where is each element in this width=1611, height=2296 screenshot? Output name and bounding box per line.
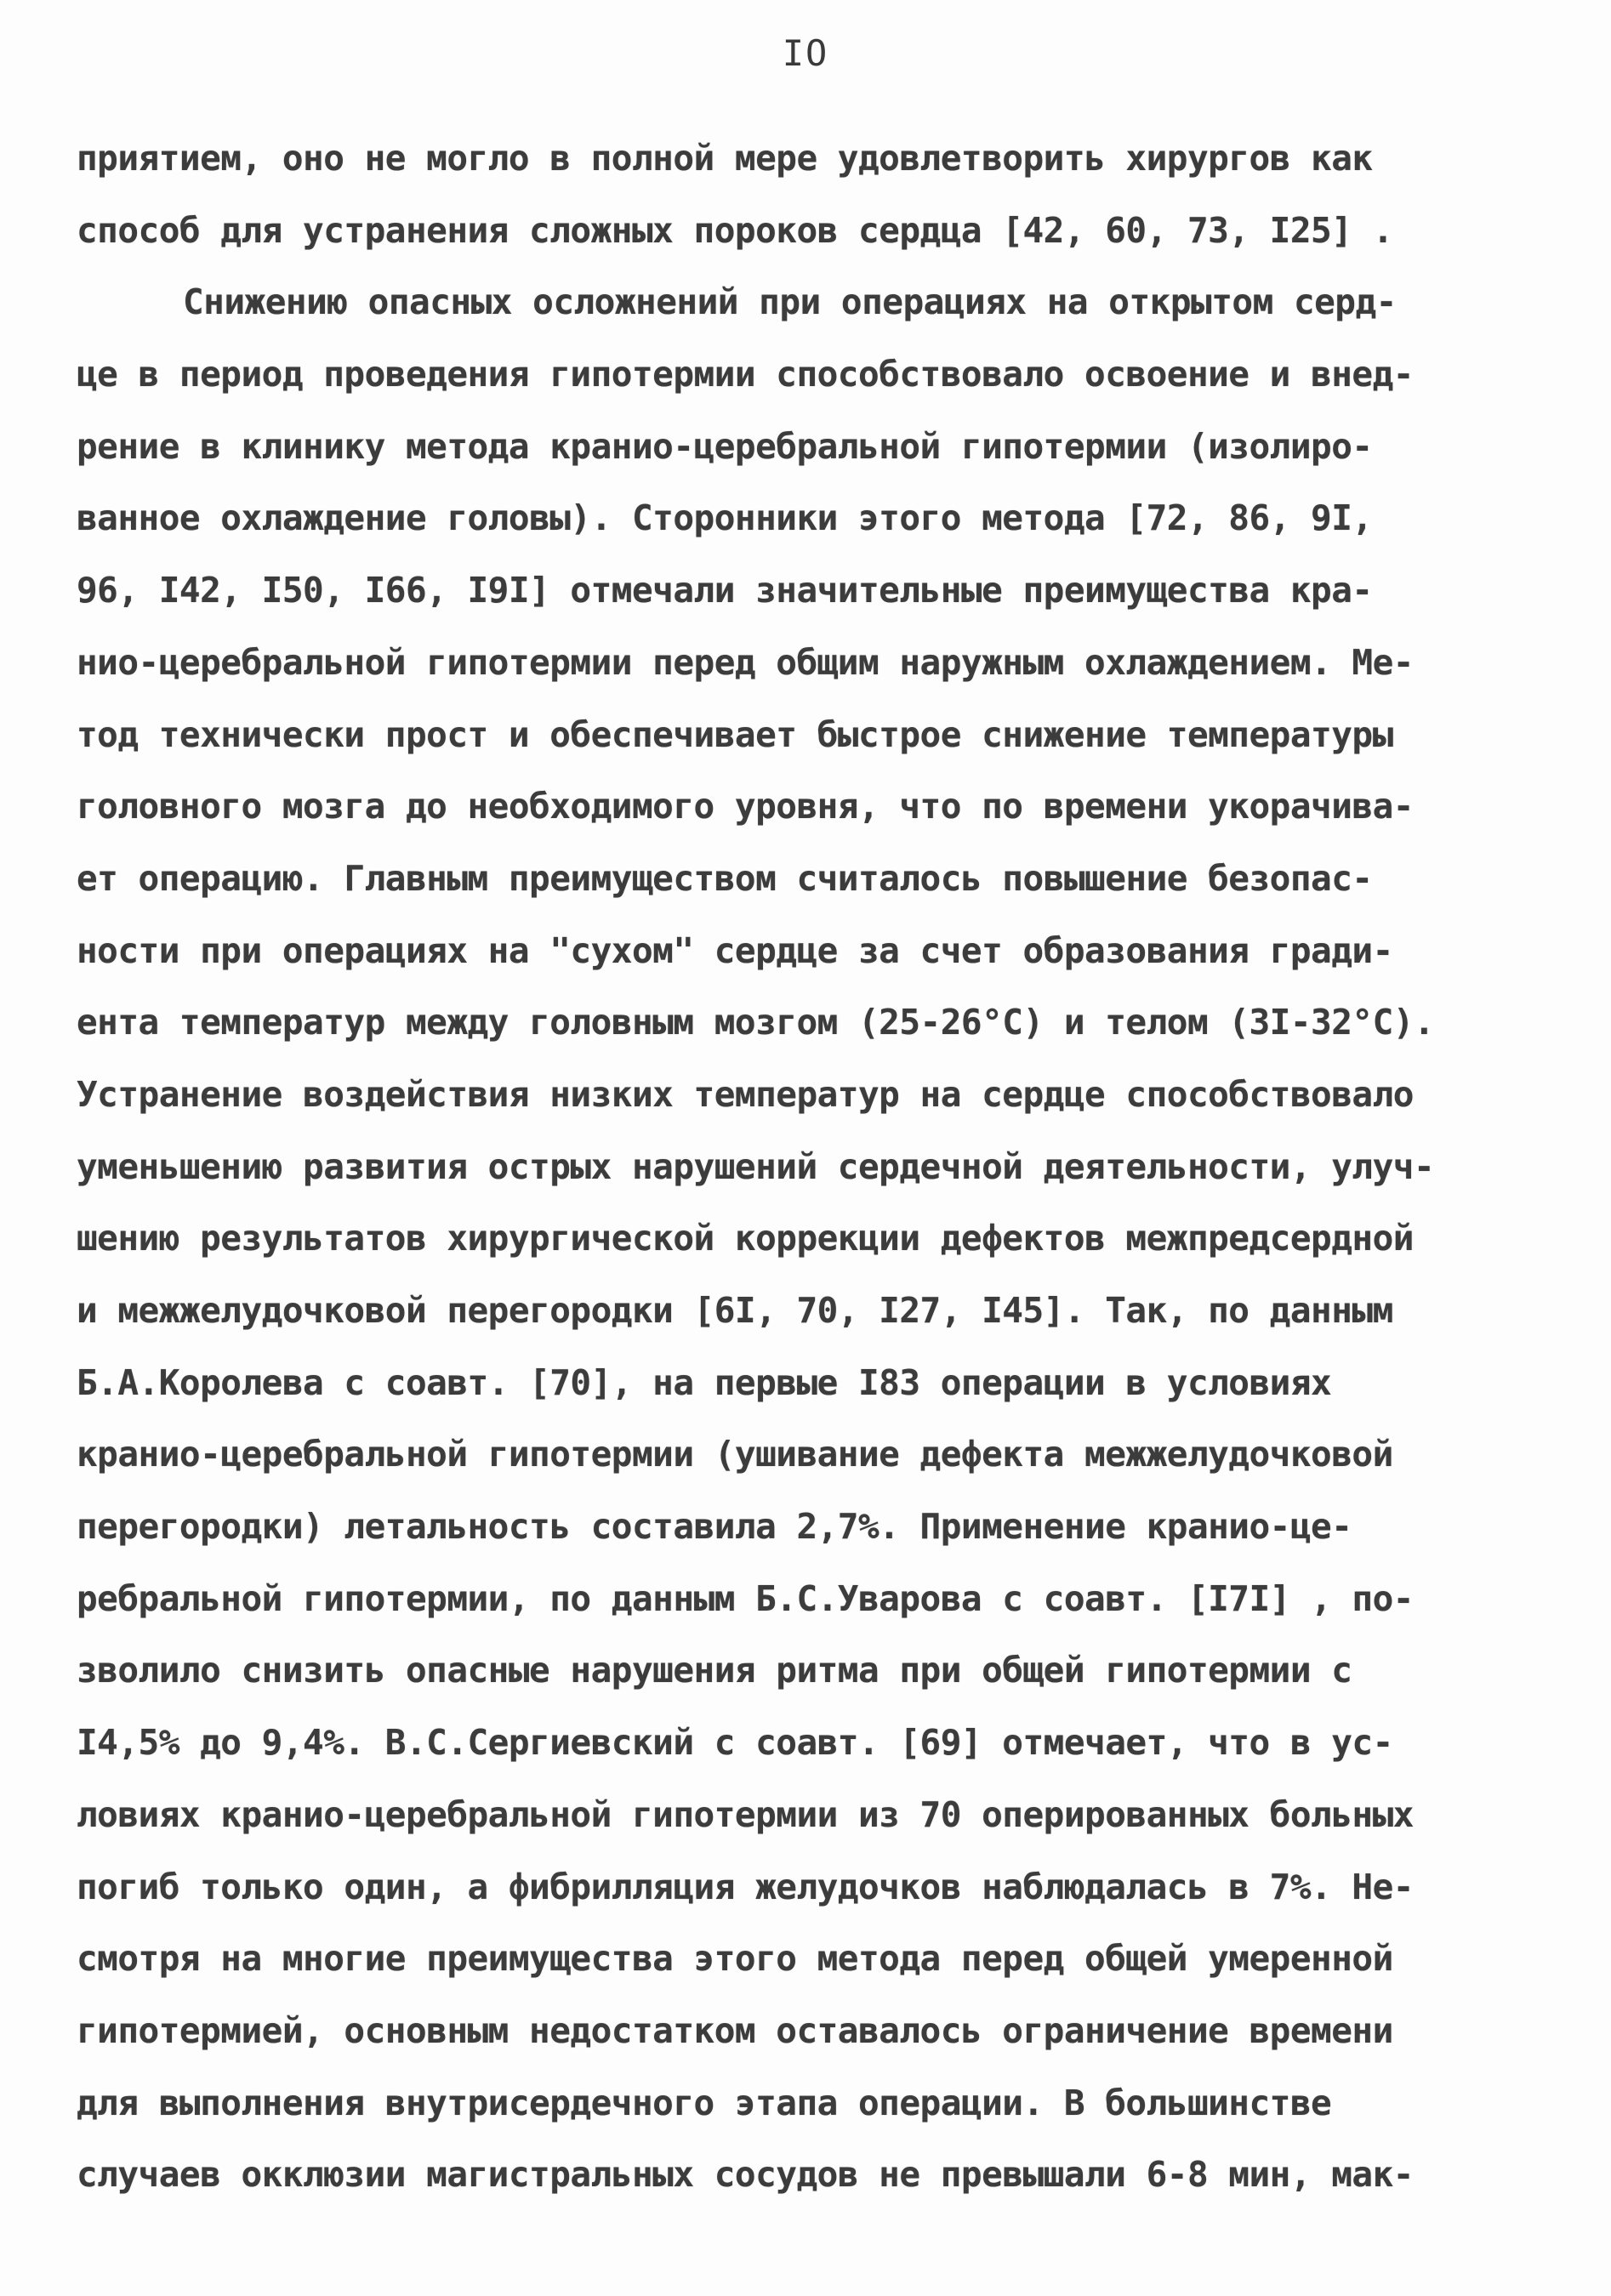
text-line: це в период проведения гипотермии способствовало освоение и внед-: [77, 354, 1414, 395]
text-line: Б.А.Королева с соавт. [70], на первые I83 операции в условиях: [77, 1361, 1332, 1403]
text-line: ванное охлаждение головы). Сторонники этого метода [72, 86, 9I,: [77, 497, 1373, 539]
body-text: [77, 122, 1540, 2211]
text-line: тод технически прост и обеспечивает быстрое снижение температуры: [77, 713, 1393, 755]
text-line: случаев окклюзии магистральных сосудов не превышали 6-8 мин, мак-: [77, 2154, 1414, 2196]
text-line: зволило снизить опасные нарушения ритма при общей гипотермии с: [77, 1650, 1352, 1691]
text-line: и межжелудочковой перегородки [6I, 70, I27, I45]. Так, по данным: [77, 1290, 1393, 1331]
text-line: кранио-церебральной гипотермии (ушивание дефекта межжелудочковой: [77, 1434, 1393, 1475]
text-line: уменьшению развития острых нарушений сердечной деятельности, улуч-: [77, 1145, 1435, 1187]
text-line: для выполнения внутрисердечного этапа операции. В большинстве: [77, 2082, 1332, 2123]
text-line: способ для устранения сложных пороков сердца [42, 60, 73, I25] .: [77, 209, 1393, 251]
text-line: смотря на многие преимущества этого метода перед общей умеренной: [77, 1938, 1393, 1980]
text-line: гипотермией, основным недостатком оставалось ограничение времени: [77, 2009, 1393, 2051]
text-line: 96, I42, I50, I66, I9I] отмечали значительные преимущества кра-: [77, 570, 1373, 611]
text-line: ента температур между головным мозгом (25-26°C) и телом (3I-32°C).: [77, 1002, 1435, 1043]
page-number: IO: [782, 32, 829, 74]
text-line: шению результатов хирургической коррекции дефектов межпредсердной: [77, 1218, 1414, 1259]
text-line: I4,5% до 9,4%. В.С.Сергиевский с соавт. [69] отмечает, что в ус-: [77, 1722, 1393, 1764]
text-line: Устранение воздействия низких температур на сердце способствовало: [77, 1073, 1414, 1115]
text-line: ребральной гипотермии, по данным Б.С.Уварова с соавт. [I7I] , по-: [77, 1577, 1414, 1619]
text-line: ет операцию. Главным преимуществом считалось повышение безопас-: [77, 857, 1373, 899]
text-line: перегородки) летальность составила 2,7%. Применение кранио-це-: [77, 1506, 1352, 1548]
text-line: рение в клинику метода кранио-церебральной гипотермии (изолиро-: [77, 425, 1373, 467]
text-line: приятием, оно не могло в полной мере удовлетворить хирургов как: [77, 138, 1373, 179]
text-line: нио-церебральной гипотермии перед общим наружным охлаждением. Ме-: [77, 641, 1414, 683]
text-line: погиб только один, а фибрилляция желудочков наблюдалась в 7%. Не-: [77, 1866, 1414, 1907]
text-line: ности при операциях на "сухом" сердце за счет образования гради-: [77, 929, 1393, 971]
text-line: ловиях кранио-церебральной гипотермии из 70 оперированных больных: [77, 1793, 1414, 1835]
paragraph-start-line: Снижению опасных осложнений при операциях на открытом серд-: [183, 281, 1397, 323]
text-line: головного мозга до необходимого уровня, что по времени укорачива-: [77, 786, 1414, 827]
